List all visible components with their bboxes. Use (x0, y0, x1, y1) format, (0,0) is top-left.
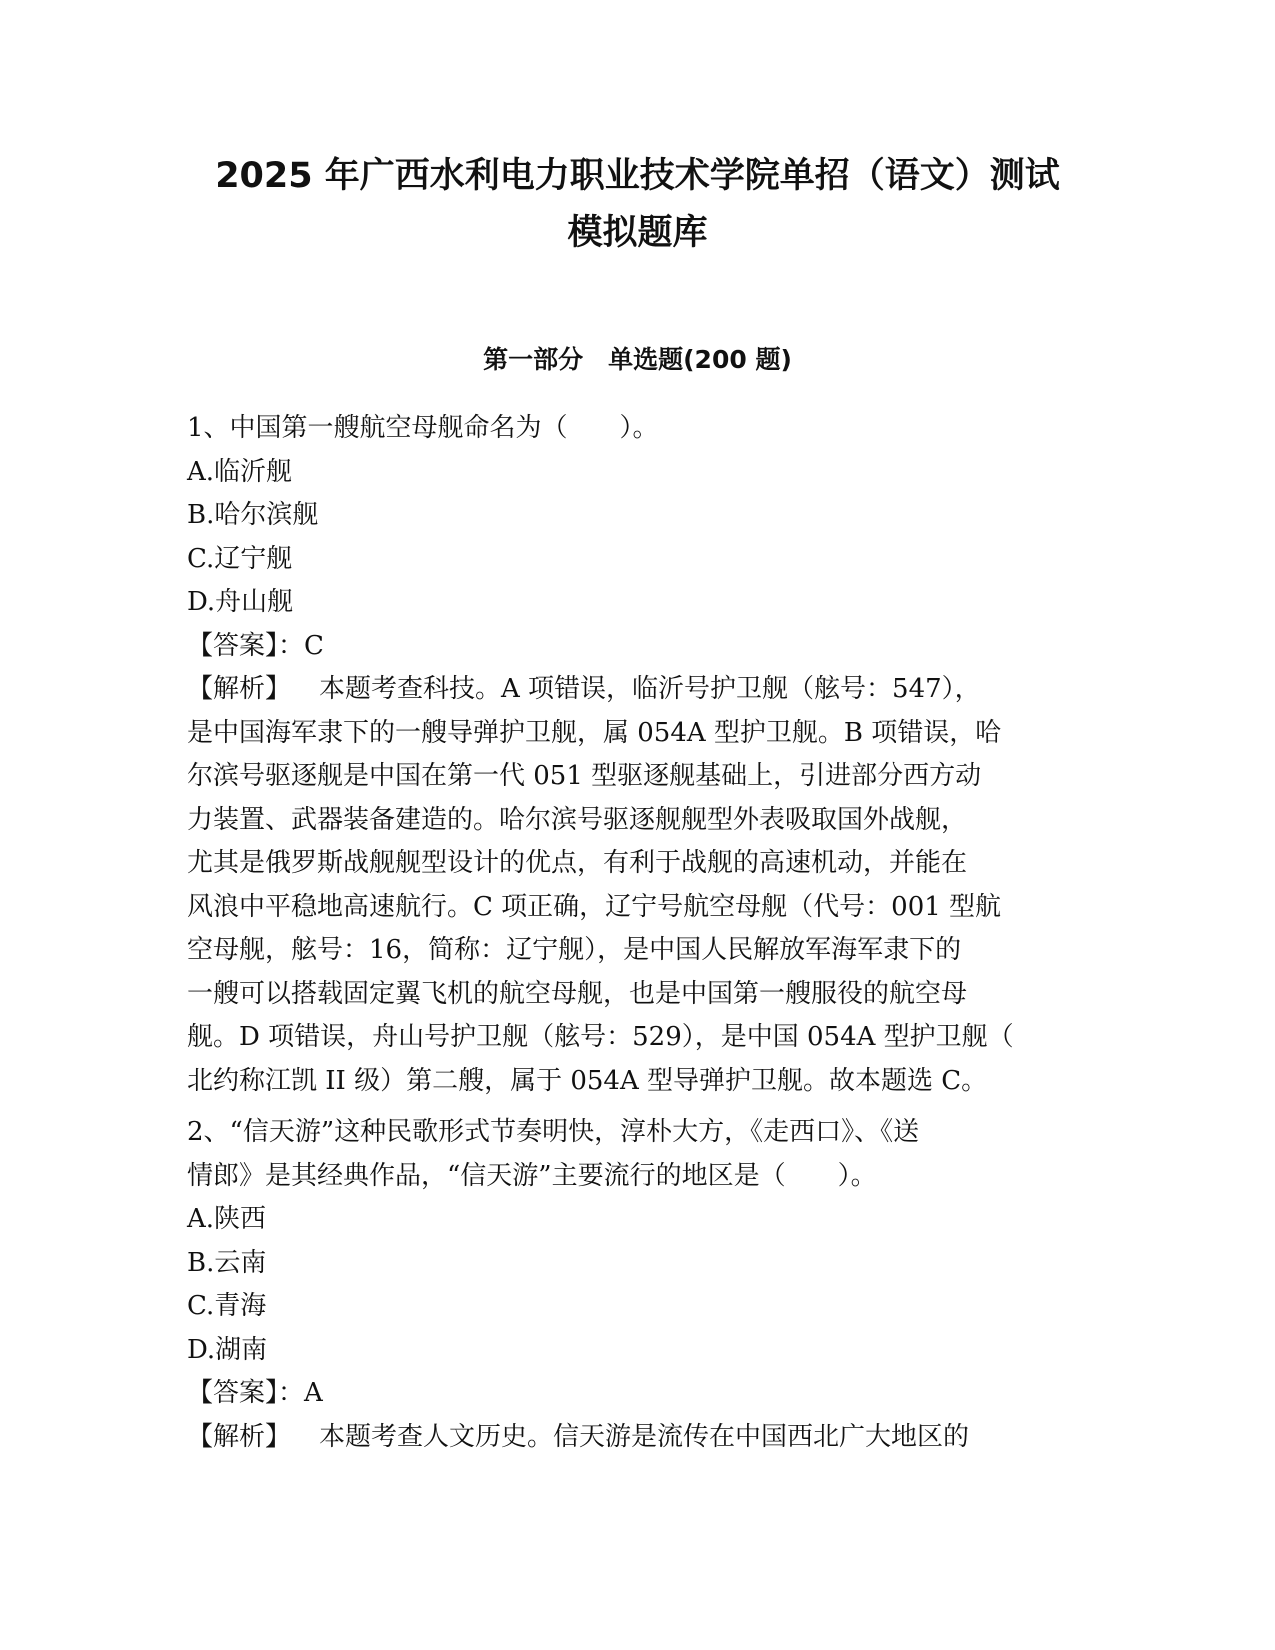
answer-value: A (304, 1378, 323, 1408)
question-2-option-d: D.湖南 (187, 1334, 268, 1365)
question-list (187, 407, 1067, 1459)
question-1-stem: 1、中国第一艘航空母舰命名为（ ）。 (187, 413, 659, 443)
question-1-analysis-line-5: 尤其是俄罗斯战舰舰型设计的优点，有利于战舰的高速机动，并能在 (187, 848, 968, 878)
question-2-stem-line-1: 2、“信天游”这种民歌形式节奏明快，淳朴大方，《走西口》、《送 (187, 1117, 920, 1147)
question-2-analysis-line-1: 【解析】 本题考查人文历史。信天游是流传在中国西北广大地区的 (187, 1421, 970, 1452)
question-1-option-a: A.临沂舰 (187, 456, 293, 487)
question-2-option-b: B.云南 (187, 1247, 267, 1278)
question-1-analysis-line-3: 尔滨号驱逐舰是中国在第一代 051 型驱逐舰基础上，引进部分西方动 (187, 761, 982, 791)
question-1-analysis-line-8: 一艘可以搭载固定翼飞机的航空母舰，也是中国第一艘服役的航空母 (187, 978, 968, 1009)
question-2-option-c: C.青海 (187, 1291, 267, 1321)
answer-value: C (304, 630, 324, 661)
document-title-line-2: 模拟题库 (567, 213, 708, 253)
answer-label: 【答案】： (187, 1378, 305, 1408)
question-1-option-b: B.哈尔滨舰 (187, 500, 319, 530)
analysis-label: 【解析】 (187, 674, 292, 704)
question-1-analysis-line-4: 力装置、武器装备建造的。哈尔滨号驱逐舰舰型外表吸取国外战舰， (187, 804, 968, 835)
question-1-analysis-line-2: 是中国海军隶下的一艘导弹护卫舰，属 054A 型护卫舰。B 项错误，哈 (187, 717, 1002, 748)
question-1-analysis-line-6: 风浪中平稳地高速航行。C 项正确，辽宁号航空母舰（代号：001 型航 (187, 891, 1002, 922)
document-title-line-1: 2025 年广西水利电力职业技术学院单招（语文）测试 (215, 156, 1060, 196)
question-1-analysis-line-1: 【解析】 本题考查科技。A 项错误，临沂号护卫舰（舷号：547）， (187, 674, 981, 704)
section-title: 第一部分 单选题(200 题) (483, 345, 792, 374)
question-2-option-a: A.陕西 (187, 1204, 267, 1234)
question-1-analysis-line-9: 舰。D 项错误，舟山号护卫舰（舷号：529），是中国 054A 型护卫舰（ (187, 1022, 1014, 1052)
question-2-answer (187, 1372, 1067, 1416)
question-1-option-d: D.舟山舰 (187, 587, 294, 617)
question-1-analysis-line-10: 北约称江凯 II 级）第二艘，属于 054A 型导弹护卫舰。故本题选 C。 (187, 1065, 988, 1096)
document-title (150, 148, 1125, 262)
answer-label: 【答案】： (187, 630, 305, 661)
question-1-answer (187, 625, 1067, 669)
question-1 (187, 407, 1067, 1103)
question-2 (187, 1111, 1067, 1459)
question-1-analysis-line-7: 空母舰，舷号：16，简称：辽宁舰），是中国人民解放军海军隶下的 (187, 935, 962, 965)
question-2-stem-line-2: 情郎》是其经典作品，“信天游”主要流行的地区是（ ）。 (187, 1160, 877, 1191)
analysis-label: 【解析】 (187, 1421, 292, 1452)
question-1-option-c: C.辽宁舰 (187, 543, 293, 574)
